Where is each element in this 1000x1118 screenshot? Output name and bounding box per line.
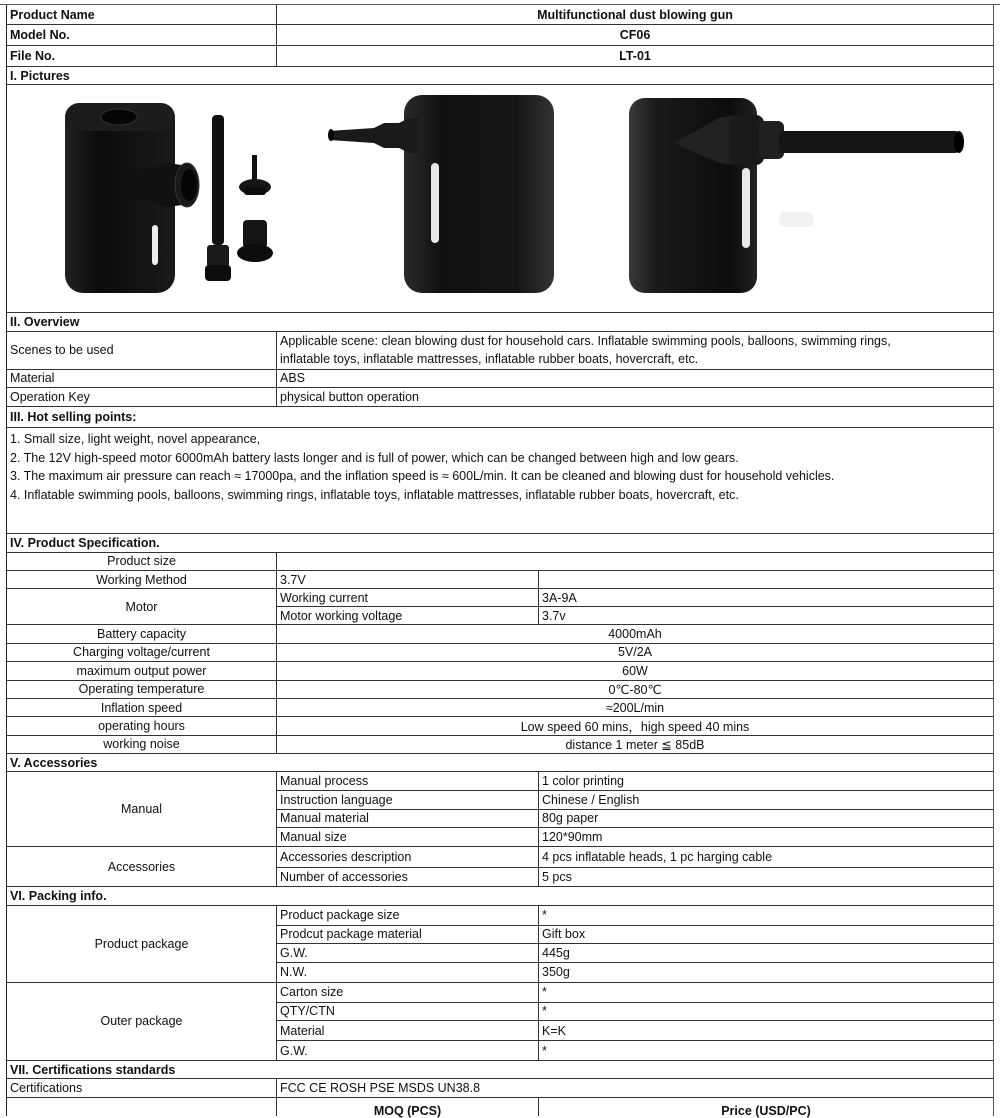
motor-sub-row <box>277 589 993 607</box>
selling-points-title: III. Hot selling points: <box>10 410 137 425</box>
product-name-value: Multifunctional dust blowing gun <box>537 7 733 22</box>
selling-points-list <box>7 428 993 534</box>
sub-label: Accessories description <box>277 847 539 866</box>
accessories-sub-row <box>277 868 993 887</box>
file-label: File No. <box>7 46 277 66</box>
spec-value: 5V/2A <box>617 645 653 660</box>
sub-value: 120*90mm <box>542 830 603 845</box>
manual-sub-row <box>277 810 993 828</box>
moq-header: MOQ (PCS) <box>277 1098 539 1116</box>
certifications-label: Certifications <box>7 1079 277 1096</box>
spec-label: maximum output power <box>7 662 277 679</box>
sub-value: Gift box <box>542 927 586 942</box>
spec-value: 4000mAh <box>608 627 662 642</box>
manual-sub-row <box>277 791 993 810</box>
sub-label: N.W. <box>277 963 539 982</box>
spec-title: IV. Product Specification. <box>10 535 160 550</box>
selling-point-item: 2. The 12V high-speed motor 6000mAh battery lasts longer and is full of power, which can be changed between high and low gears. <box>10 450 739 465</box>
spec-label: Operating temperature <box>7 681 277 698</box>
spec-empty-cell <box>539 571 993 588</box>
outer-package-group <box>7 983 993 1061</box>
manual-group <box>7 772 993 847</box>
overview-label: Operation Key <box>7 388 277 406</box>
model-row <box>7 25 993 46</box>
spec-value: ≈200L/min <box>605 700 665 715</box>
package-sub-row <box>277 963 993 982</box>
sub-value: * <box>542 1043 547 1058</box>
overview-label: Material <box>7 370 277 387</box>
sub-label: QTY/CTN <box>277 1003 539 1021</box>
spec-row <box>7 662 993 680</box>
sub-label: Working current <box>277 589 539 606</box>
sub-label: G.W. <box>277 1041 539 1060</box>
manual-sub-row <box>277 772 993 791</box>
motor-sub-rows <box>277 589 993 624</box>
model-label: Model No. <box>7 25 277 45</box>
sub-value: 3A-9A <box>542 590 577 605</box>
spec-value <box>277 553 993 570</box>
spec-row <box>7 681 993 699</box>
spec-value: 3.7V <box>277 571 539 588</box>
certifications-row <box>7 1079 993 1097</box>
manual-sub-row <box>277 828 993 847</box>
spec-row <box>7 625 993 643</box>
spec-row-product-size <box>7 553 993 571</box>
overview-section-header <box>7 313 993 331</box>
model-value: CF06 <box>619 28 651 42</box>
product-package-group <box>7 906 993 983</box>
spec-label: Charging voltage/current <box>7 644 277 661</box>
selling-point-item: 3. The maximum air pressure can reach ≈ 17000pa, and the inflation speed is ≈ 600L/min. It can be cleaned and blowing dust for household vehicles. <box>10 469 835 484</box>
spec-row-working-method <box>7 571 993 589</box>
group-label: Accessories <box>7 847 277 886</box>
sub-label: Motor working voltage <box>277 607 539 624</box>
pictures-section-header <box>7 67 993 85</box>
certifications-title: VII. Certifications standards <box>10 1062 176 1077</box>
overview-row-scenes <box>7 332 993 370</box>
overview-value-line: Applicable scene: clean blowing dust for household cars. Inflatable swimming pools, balloons, swimming rings, <box>280 334 891 349</box>
spec-row-motor <box>7 589 993 625</box>
product-name-label: Product Name <box>7 5 277 24</box>
package-sub-row <box>277 1003 993 1022</box>
pricing-empty-cell <box>7 1098 277 1116</box>
accessories-group <box>7 847 993 887</box>
group-label: Manual <box>7 772 277 846</box>
pictures-title: I. Pictures <box>10 68 70 83</box>
spec-label: working noise <box>7 736 277 753</box>
spec-label: Working Method <box>7 571 277 588</box>
sub-value: K=K <box>542 1023 566 1038</box>
overview-row-operation-key <box>7 388 993 407</box>
sub-label: Manual size <box>277 828 539 847</box>
spec-section-header <box>7 534 993 552</box>
selling-points-section-header <box>7 407 993 428</box>
package-sub-row <box>277 1041 993 1060</box>
sub-label: Manual process <box>277 772 539 790</box>
sub-label: Manual material <box>277 810 539 827</box>
spec-row <box>7 717 993 735</box>
file-value: LT-01 <box>619 49 651 63</box>
packing-title: VI. Packing info. <box>10 889 107 904</box>
package-sub-row <box>277 944 993 963</box>
overview-value: ABS <box>280 371 306 386</box>
accessories-sub-row <box>277 847 993 867</box>
spec-row <box>7 644 993 662</box>
product-image-side-short-nozzle <box>319 93 589 298</box>
sub-value: 350g <box>542 965 570 980</box>
pricing-header-row <box>7 1098 993 1116</box>
sub-label: Number of accessories <box>277 868 539 887</box>
sub-value: * <box>542 908 547 923</box>
sub-value: 3.7v <box>542 608 566 623</box>
spec-row <box>7 736 993 754</box>
package-sub-row <box>277 906 993 926</box>
sub-label: Instruction language <box>277 791 539 809</box>
spec-label: Motor <box>7 589 277 624</box>
accessories-sub-rows <box>277 847 993 886</box>
spec-row <box>7 699 993 717</box>
accessories-title: V. Accessories <box>10 755 98 770</box>
product-name-row <box>7 5 993 25</box>
sub-value: * <box>542 1004 547 1019</box>
spec-value: 0℃-80℃ <box>608 682 662 697</box>
price-header: Price (USD/PC) <box>721 1103 811 1118</box>
product-image-side-long-nozzle <box>619 93 979 298</box>
sub-value: 1 color printing <box>542 774 624 789</box>
spec-value: Low speed 60 mins，high speed 40 mins <box>520 720 750 734</box>
selling-point-item: 4. Inflatable swimming pools, balloons, swimming rings, inflatable toys, inflatable mattresses, inflatable rubber boats, hovercraft, etc. <box>10 487 739 502</box>
overview-row-material <box>7 370 993 388</box>
sub-value: 445g <box>542 946 570 961</box>
package-sub-row <box>277 1021 993 1041</box>
overview-value <box>277 332 993 369</box>
certifications-value: FCC CE ROSH PSE MSDS UN38.8 <box>280 1080 481 1095</box>
spec-label: Battery capacity <box>7 625 277 642</box>
outer-package-sub-rows <box>277 983 993 1060</box>
certifications-section-header <box>7 1061 993 1079</box>
spec-label: operating hours <box>7 717 277 734</box>
product-image-with-accessories <box>57 95 287 295</box>
sub-label: G.W. <box>277 944 539 962</box>
spec-sheet <box>6 5 994 1116</box>
file-row <box>7 46 993 67</box>
group-label: Product package <box>7 906 277 982</box>
sub-value: * <box>542 985 547 1000</box>
overview-value-line: inflatable toys, inflatable mattresses, inflatable rubber boats, hovercraft, etc. <box>280 352 699 367</box>
overview-label: Scenes to be used <box>7 332 277 369</box>
sub-value: 5 pcs <box>542 870 572 885</box>
sub-label: Product package size <box>277 906 539 925</box>
sub-label: Material <box>277 1021 539 1040</box>
spec-label: Inflation speed <box>7 699 277 716</box>
pictures-area <box>7 85 993 313</box>
spec-value: distance 1 meter ≦ 85dB <box>565 737 705 752</box>
sub-value: 80g paper <box>542 811 599 826</box>
overview-title: II. Overview <box>10 315 80 330</box>
manual-sub-rows <box>277 772 993 846</box>
sub-label: Carton size <box>277 983 539 1002</box>
group-label: Outer package <box>7 983 277 1060</box>
product-package-sub-rows <box>277 906 993 982</box>
package-sub-row <box>277 983 993 1003</box>
accessories-section-header <box>7 754 993 772</box>
package-sub-row <box>277 926 993 945</box>
spec-label: Product size <box>7 553 277 570</box>
motor-sub-row <box>277 607 993 624</box>
selling-point-item: 1. Small size, light weight, novel appearance, <box>10 432 261 447</box>
spec-value: 60W <box>622 663 648 678</box>
sub-label: Prodcut package material <box>277 926 539 944</box>
sub-value: Chinese / English <box>542 793 640 808</box>
sub-value: 4 pcs inflatable heads, 1 pc harging cable <box>542 850 773 865</box>
packing-section-header <box>7 887 993 905</box>
overview-value: physical button operation <box>280 390 419 405</box>
